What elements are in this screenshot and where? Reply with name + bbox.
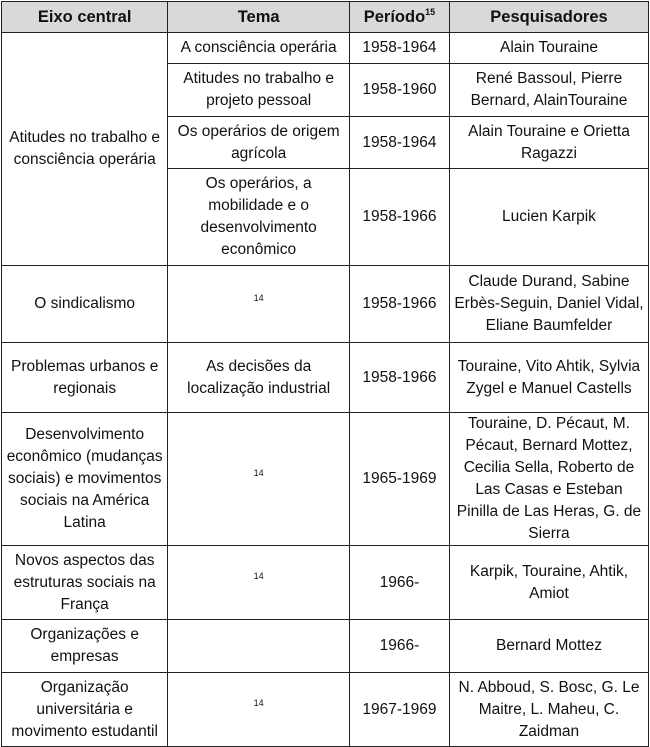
table-row xyxy=(2,343,649,413)
header-periodo xyxy=(349,2,449,33)
pesquisadores-cell: Claude Durand, Sabine Erbès-Seguin, Daniel Vidal, Eliane Baumfelder xyxy=(449,266,648,343)
header-tema: Tema xyxy=(168,2,350,33)
header-periodo-footnote: 15 xyxy=(425,7,436,17)
tema-cell xyxy=(168,266,350,343)
eixo-cell: Atitudes no trabalho e consciência operária xyxy=(2,33,168,266)
footnote-ref: 14 xyxy=(253,698,264,708)
eixo-cell: O sindicalismo xyxy=(2,266,168,343)
eixo-cell: Desenvolvimento econômico (mudanças sociais) e movimentos sociais na América Latina xyxy=(2,413,168,546)
footnote-ref: 14 xyxy=(253,467,264,478)
eixo-cell: Organizações e empresas xyxy=(2,620,168,673)
periodo-cell: 1958-1964 xyxy=(349,33,449,64)
table-row xyxy=(2,620,649,673)
table-row xyxy=(2,673,649,747)
pesquisadores-cell: Karpik, Touraine, Ahtik, Amiot xyxy=(449,546,648,620)
table-row xyxy=(2,33,649,64)
tema-cell: As decisões da localização industrial xyxy=(168,343,350,413)
pesquisadores-cell: Touraine, Vito Ahtik, Sylvia Zygel e Manuel Castells xyxy=(449,343,648,413)
periodo-cell: 1966- xyxy=(349,546,449,620)
periodo-cell: 1958-1966 xyxy=(349,266,449,343)
pesquisadores-cell: Alain Touraine e Orietta Ragazzi xyxy=(449,117,648,169)
header-periodo-label: Período xyxy=(363,8,426,26)
pesquisadores-cell: Lucien Karpik xyxy=(449,169,648,266)
periodo-cell: 1967-1969 xyxy=(349,673,449,747)
tema-cell: A consciência operária xyxy=(168,33,350,64)
pesquisadores-cell: Touraine, D. Pécaut, M. Pécaut, Bernard Mottez, Cecilia Sella, Roberto de Las Casas e Esteban Pinilla de Las Heras, G. de Sierra xyxy=(449,413,648,546)
pesquisadores-cell: Bernard Mottez xyxy=(449,620,648,673)
header-eixo: Eixo central xyxy=(2,2,168,33)
periodo-cell: 1966- xyxy=(349,620,449,673)
periodo-cell: 1958-1960 xyxy=(349,64,449,117)
tema-cell xyxy=(168,546,350,620)
pesquisadores-cell: Alain Touraine xyxy=(449,33,648,64)
table-row xyxy=(2,413,649,546)
pesquisadores-cell: René Bassoul, Pierre Bernard, AlainTouraine xyxy=(449,64,648,117)
tema-cell: Os operários de origem agrícola xyxy=(168,117,350,169)
tema-cell: Atitudes no trabalho e projeto pessoal xyxy=(168,64,350,117)
eixo-cell: Problemas urbanos e regionais xyxy=(2,343,168,413)
table-row xyxy=(2,546,649,620)
eixo-cell: Organização universitária e movimento estudantil xyxy=(2,673,168,747)
footnote-ref: 14 xyxy=(253,292,264,303)
eixo-cell: Novos aspectos das estruturas sociais na França xyxy=(2,546,168,620)
tema-cell xyxy=(168,620,350,673)
periodo-cell: 1958-1966 xyxy=(349,343,449,413)
tema-cell xyxy=(168,413,350,546)
periodo-cell: 1958-1964 xyxy=(349,117,449,169)
table-row xyxy=(2,266,649,343)
tema-cell xyxy=(168,673,350,747)
periodo-cell: 1965-1969 xyxy=(349,413,449,546)
periodo-cell: 1958-1966 xyxy=(349,169,449,266)
header-pesquisadores: Pesquisadores xyxy=(449,2,648,33)
header-row xyxy=(2,2,649,33)
pesquisadores-cell: N. Abboud, S. Bosc, G. Le Maitre, L. Maheu, C. Zaidman xyxy=(449,673,648,747)
footnote-ref: 14 xyxy=(253,571,264,581)
tema-cell: Os operários, a mobilidade e o desenvolvimento econômico xyxy=(168,169,350,266)
research-table xyxy=(1,1,649,747)
